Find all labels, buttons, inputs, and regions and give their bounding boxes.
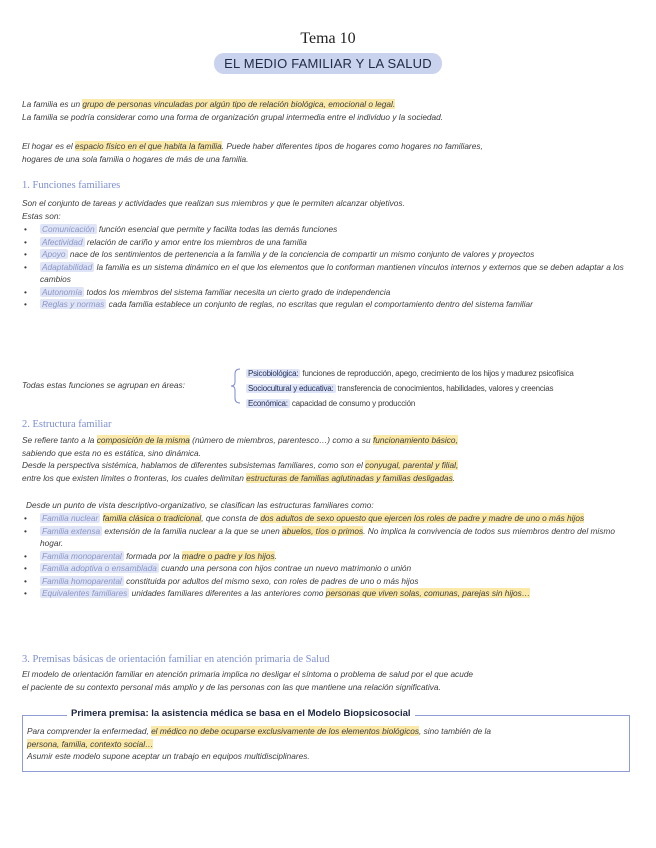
list-item: • Familia monoparental formada por la madre o padre y los hijos. [24, 550, 277, 561]
list-item: • Familia nuclear familia clásica o tradicional, que consta de dos adultos de sexo opuesto que ejercen los roles de padre y madre de uno o más hijos [24, 513, 585, 523]
funciones-intro: Son el conjunto de tareas y actividades que realizan sus miembros y que le permiten alcanzar objetivos. Estas son: [22, 198, 405, 221]
list-item: • Familia adoptiva o ensamblada cuando una persona con hijos contrae un nuevo matrimonio o unión [24, 563, 412, 573]
list-item: • Adaptabilidad la familia es un sistema dinámico en el que los elementos que lo conforman mantienen vínculos internos y externos que se deben adaptar a los cambios [24, 261, 624, 284]
funciones-list [22, 223, 634, 311]
list-item: • Equivalentes familiares unidades familiares diferentes a las anteriores como personas que viven solas, comunas, parejas sin hijos… [24, 588, 531, 598]
areas-label: Todas estas funciones se agrupan en áreas: [22, 380, 185, 390]
brace-icon [231, 368, 241, 404]
area-item: Económica: capacidad de consumo y producción [248, 399, 416, 408]
clasificacion-intro: Desde un punto de vista descriptivo-organizativo, se clasifican las estructuras familiares como: [26, 500, 374, 510]
list-item: • Familia homoparental constituida por adultos del mismo sexo, con roles de padres de uno o más hijos [24, 575, 419, 586]
premisas-paragraph: El modelo de orientación familiar en atención primaria implica no desligar el síntoma o problema de salud por el que acude el paciente de su contexto personal más amplio y de las personas con las que mantiene una relación significativa. [22, 669, 474, 692]
section-heading-premisas: 3. Premisas básicas de orientación familiar en atención primaria de Salud [22, 654, 330, 665]
premise-box [22, 708, 630, 772]
list-item: • Reglas y normas cada familia establece un conjunto de reglas, no escritas que regulan el comportamiento dentro del sistema familiar [24, 299, 533, 309]
page-subtitle: EL MEDIO FAMILIAR Y LA SALUD [214, 53, 442, 74]
list-item: • Apoyo nace de los sentimientos de pertenencia a la familia y de la conciencia de compartir un mismo conjunto de valores y proyectos [24, 249, 535, 259]
estructuras-list [22, 512, 634, 600]
areas-list [246, 366, 574, 411]
list-item: • Familia extensa extensión de la familia nuclear a la que se unen abuelos, tíos o primos. No implica la convivencia de todos sus miembros dentro del mismo hogar. [24, 525, 615, 548]
estructura-paragraph: Se refiere tanto a la composición de la misma (número de miembros, parentesco…) como a su funcionamiento básico, sabiendo que esta no es estática, sino dinámica. Desde la perspectiva sistémica, hablamos de diferentes subsistemas familiares, como son el conyugal, parental y filial, entre los que existen límites o fronteras, los cuales delimitan estructuras de familias aglutinadas y familias desligadas. [22, 435, 459, 483]
area-item: Psicobiológica: funciones de reproducción, apego, crecimiento de los hijos y madurez psicofísica [248, 369, 574, 378]
premise-box-text: Para comprender la enfermedad, el médico no debe ocuparse exclusivamente de los elementos biológicos, sino también de la persona, familia, contexto social… Asumir este modelo supone aceptar un trabajo en equipos multidisciplinares. [27, 726, 491, 761]
list-item: • Afectividad relación de cariño y amor entre los miembros de una familia [24, 236, 307, 247]
page-title: Tema 10 [300, 30, 356, 47]
area-item: Sociocultural y educativa: transferencia de conocimientos, habilidades, valores y creencias [248, 384, 554, 393]
section-heading-estructura: 2. Estructura familiar [22, 419, 112, 430]
hogar-paragraph: El hogar es el espacio físico en el que habita la familia. Puede haber diferentes tipos de hogares como hogares no familiares, hogares de una sola familia o hogares de más de una familia. [22, 141, 483, 164]
premise-box-heading: Primera premisa: la asistencia médica se basa en el Modelo Biopsicosocial [67, 708, 415, 719]
list-item: • Comunicación función esencial que permite y facilita todas las demás funciones [24, 224, 338, 234]
intro-paragraph: La familia es un grupo de personas vinculadas por algún tipo de relación biológica, emocional o legal. La familia se podría considerar como una forma de organización grupal intermedia entre el individuo y la sociedad. [22, 99, 444, 122]
section-heading-funciones: 1. Funciones familiares [22, 180, 121, 191]
list-item: • Autonomía todos los miembros del sistema familiar necesita un cierto grado de independencia [24, 286, 391, 297]
